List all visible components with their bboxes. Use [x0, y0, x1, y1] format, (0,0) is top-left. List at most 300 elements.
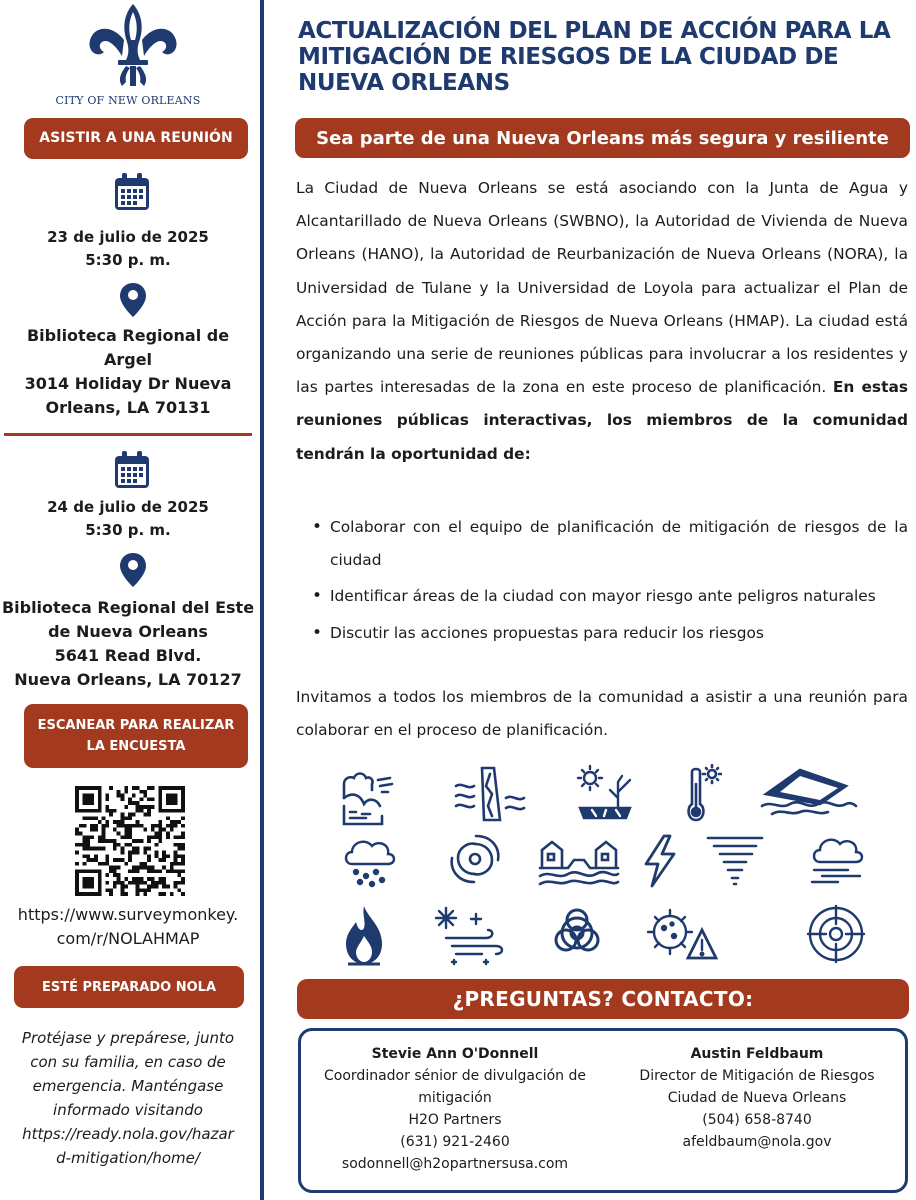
qr-module: [162, 850, 166, 854]
qr-module: [158, 809, 162, 813]
qr-module: [147, 813, 151, 817]
qr-module: [86, 885, 90, 889]
qr-module: [181, 794, 185, 798]
qr-module: [121, 820, 125, 824]
contact-role: Director de Mitigación de Riesgos: [639, 1068, 875, 1084]
qr-module: [139, 797, 143, 801]
qr-module: [121, 794, 125, 798]
qr-module: [166, 869, 170, 873]
qr-module: [79, 809, 83, 813]
qr-module: [143, 881, 147, 885]
qr-module: [139, 888, 143, 892]
qr-module: [105, 824, 109, 828]
location-pin-icon: [119, 282, 147, 318]
qr-module: [75, 843, 79, 847]
meeting-2-location: [0, 596, 256, 692]
contact-phone[interactable]: (631) 921-2460: [400, 1134, 510, 1150]
qr-module: [147, 888, 151, 892]
qr-module: [158, 839, 162, 843]
qr-module: [174, 858, 178, 862]
qr-module: [79, 824, 83, 828]
qr-module: [147, 877, 151, 881]
qr-module: [181, 847, 185, 851]
qr-module: [166, 854, 170, 858]
qr-module: [128, 835, 132, 839]
qr-module: [136, 839, 140, 843]
levee-failure-icon: [454, 764, 528, 822]
qr-module: [143, 794, 147, 798]
be-prepared-button[interactable]: ESTÉ PREPARADO NOLA: [14, 966, 244, 1008]
qr-module: [94, 858, 98, 862]
qr-module: [136, 847, 140, 851]
qr-module: [90, 877, 94, 881]
qr-module: [181, 801, 185, 805]
qr-module: [151, 824, 155, 828]
contact-name: Stevie Ann O'Donnell: [371, 1046, 539, 1062]
qr-module: [121, 850, 125, 854]
qr-module: [105, 794, 109, 798]
contact-org: H2O Partners: [408, 1112, 502, 1128]
qr-module: [170, 892, 174, 896]
qr-module: [109, 892, 113, 896]
subtitle-banner: Sea parte de una Nueva Orleans más segura y resiliente: [295, 118, 910, 158]
qr-module: [94, 786, 98, 790]
qr-module: [90, 809, 94, 813]
page-title: ACTUALIZACIÓN DEL PLAN DE ACCIÓN PARA LA MITIGACIÓN DE RIESGOS DE LA CIUDAD DE NUEVA ORLEANS: [298, 18, 891, 96]
qr-module: [113, 839, 117, 843]
qr-module: [170, 828, 174, 832]
lightning-icon: [640, 834, 680, 888]
qr-module: [151, 828, 155, 832]
target-icon: [806, 904, 866, 964]
qr-module: [128, 843, 132, 847]
qr-module: [98, 873, 102, 877]
qr-module: [143, 888, 147, 892]
contact-role: mitigación: [418, 1090, 492, 1106]
qr-module: [166, 832, 170, 836]
qr-module: [132, 794, 136, 798]
qr-module: [139, 881, 143, 885]
qr-module: [90, 892, 94, 896]
qr-module: [151, 885, 155, 889]
qr-module: [113, 828, 117, 832]
qr-module: [128, 801, 132, 805]
qr-module: [132, 850, 136, 854]
qr-module: [94, 847, 98, 851]
qr-module: [90, 858, 94, 862]
qr-module: [86, 843, 90, 847]
qr-module: [128, 850, 132, 854]
qr-module: [181, 835, 185, 839]
qr-module: [174, 794, 178, 798]
qr-module: [181, 816, 185, 820]
qr-module: [158, 881, 162, 885]
survey-url[interactable]: [0, 903, 256, 951]
qr-module: [83, 881, 87, 885]
qr-module: [143, 790, 147, 794]
qr-module: [181, 892, 185, 896]
qr-module: [151, 797, 155, 801]
qr-module: [83, 885, 87, 889]
qr-module: [147, 847, 151, 851]
qr-module: [132, 824, 136, 828]
qr-module: [124, 892, 128, 896]
qr-module: [166, 816, 170, 820]
survey-url-line: https://www.surveymonkey.: [17, 905, 239, 924]
qr-module: [147, 885, 151, 889]
contact-email[interactable]: sodonnell@h2opartnersusa.com: [341, 1156, 569, 1172]
qr-module: [128, 813, 132, 817]
qr-module: [181, 881, 185, 885]
qr-module: [105, 881, 109, 885]
qr-module: [121, 797, 125, 801]
list-item: • Colaborar con el equipo de planificación de mitigación de riesgos de la ciudad: [314, 511, 908, 577]
qr-module: [117, 832, 121, 836]
qr-module: [83, 816, 87, 820]
qr-module: [75, 869, 79, 873]
qr-module: [86, 858, 90, 862]
qr-module: [162, 866, 166, 870]
calendar-icon: [113, 172, 151, 212]
qr-module: [105, 809, 109, 813]
meeting-2-place-line: Biblioteca Regional del Este: [1, 598, 255, 617]
pandemic-icon: [646, 904, 718, 962]
qr-module: [90, 835, 94, 839]
qr-module: [128, 832, 132, 836]
qr-module: [124, 877, 128, 881]
qr-module: [102, 828, 106, 832]
prepared-text-line: https://ready.nola.gov/hazar: [22, 1125, 234, 1143]
qr-module: [94, 854, 98, 858]
qr-module: [121, 892, 125, 896]
qr-module: [158, 892, 162, 896]
logo-text: CITY OF NEW ORLEANS: [55, 94, 201, 107]
contact-org: Ciudad de Nueva Orleans: [667, 1090, 847, 1106]
qr-module: [132, 869, 136, 873]
prepared-text-line: Protéjase y prepárese, junto: [21, 1029, 235, 1047]
bullet-list: [314, 511, 908, 653]
qr-module: [174, 835, 178, 839]
qr-module: [102, 862, 106, 866]
contact-phone[interactable]: (504) 658-8740: [702, 1112, 812, 1128]
qr-module: [109, 786, 113, 790]
qr-module: [75, 786, 79, 790]
qr-module: [139, 866, 143, 870]
biohazard-icon: [548, 904, 606, 962]
qr-module: [90, 885, 94, 889]
qr-module: [170, 794, 174, 798]
qr-module: [155, 832, 159, 836]
qr-module: [174, 801, 178, 805]
qr-module: [124, 786, 128, 790]
qr-module: [113, 881, 117, 885]
qr-module: [147, 858, 151, 862]
meeting-1-place-line: 3014 Holiday Dr Nueva: [24, 374, 232, 393]
meeting-2-place-line: de Nueva Orleans: [48, 622, 208, 641]
qr-module: [124, 828, 128, 832]
calendar-icon: [113, 450, 151, 490]
prepared-text-line: emergencia. Manténgase: [32, 1077, 224, 1095]
qr-module: [155, 843, 159, 847]
qr-module: [147, 797, 151, 801]
qr-module: [158, 797, 162, 801]
qr-module: [181, 805, 185, 809]
qr-module: [105, 873, 109, 877]
high-wind-icon: [808, 832, 866, 888]
qr-module: [151, 835, 155, 839]
qr-module: [94, 869, 98, 873]
qr-module: [105, 797, 109, 801]
qr-module: [113, 869, 117, 873]
qr-module: [158, 805, 162, 809]
contact-card: [307, 1043, 603, 1175]
prepared-text-line: con su familia, en caso de: [30, 1053, 226, 1071]
qr-module: [75, 832, 79, 836]
qr-module: [83, 847, 87, 851]
qr-module: [181, 832, 185, 836]
qr-module: [86, 854, 90, 858]
qr-module: [83, 839, 87, 843]
qr-module: [75, 885, 79, 889]
qr-module: [181, 862, 185, 866]
qr-module: [155, 850, 159, 854]
qr-module: [174, 809, 178, 813]
qr-module: [174, 786, 178, 790]
qr-module: [86, 892, 90, 896]
qr-module: [139, 824, 143, 828]
qr-module: [139, 839, 143, 843]
qr-module: [83, 809, 87, 813]
qr-module: [75, 828, 79, 832]
qr-module: [136, 877, 140, 881]
qr-module: [166, 794, 170, 798]
qr-module: [143, 862, 147, 866]
qr-module: [75, 877, 79, 881]
questions-banner: ¿PREGUNTAS? CONTACTO:: [297, 979, 909, 1019]
qr-module: [86, 847, 90, 851]
meeting-2-place-line: 5641 Read Blvd.: [54, 646, 202, 665]
qr-module: [181, 824, 185, 828]
qr-module: [128, 828, 132, 832]
qr-module: [136, 801, 140, 805]
qr-module: [102, 835, 106, 839]
qr-module: [117, 794, 121, 798]
qr-module: [75, 888, 79, 892]
fleur-de-lis-logo-icon: [78, 0, 188, 90]
prepared-text-line: d-mitigation/home/: [56, 1149, 200, 1167]
meeting-2-datetime: [0, 496, 256, 542]
qr-module: [109, 839, 113, 843]
qr-module: [177, 873, 181, 877]
wildfire-icon: [338, 904, 390, 966]
qr-module: [166, 835, 170, 839]
meeting-1-place-line: Argel: [103, 350, 153, 369]
qr-module: [170, 869, 174, 873]
prepared-text-line: informado visitando: [53, 1101, 203, 1119]
meeting-1-time: 5:30 p. m.: [85, 251, 171, 269]
qr-module: [98, 794, 102, 798]
qr-module: [109, 813, 113, 817]
qr-module: [121, 881, 125, 885]
qr-module: [132, 801, 136, 805]
invite-paragraph: Invitamos a todos los miembros de la comunidad a asistir a una reunión para colaborar en el proceso de planificación.: [296, 688, 908, 740]
qr-module: [86, 881, 90, 885]
qr-module: [136, 850, 140, 854]
qr-module: [83, 843, 87, 847]
qr-module: [174, 843, 178, 847]
qr-module: [181, 869, 185, 873]
qr-module: [132, 839, 136, 843]
qr-module: [143, 813, 147, 817]
qr-module: [121, 835, 125, 839]
qr-module: [98, 869, 102, 873]
qr-module: [177, 835, 181, 839]
qr-module: [75, 873, 79, 877]
qr-module: [102, 824, 106, 828]
qr-module: [136, 809, 140, 813]
qr-module: [162, 892, 166, 896]
qr-module: [75, 881, 79, 885]
qr-code[interactable]: [75, 786, 185, 896]
qr-module: [124, 843, 128, 847]
qr-module: [177, 786, 181, 790]
qr-module: [94, 824, 98, 828]
meeting-2-place-line: Nueva Orleans, LA 70127: [14, 670, 242, 689]
qr-module: [105, 888, 109, 892]
qr-module: [155, 835, 159, 839]
qr-module: [75, 794, 79, 798]
qr-module: [86, 839, 90, 843]
qr-module: [177, 854, 181, 858]
qr-module: [117, 858, 121, 862]
qr-module: [158, 786, 162, 790]
qr-module: [94, 816, 98, 820]
qr-module: [147, 805, 151, 809]
tornado-icon: [706, 832, 764, 888]
qr-module: [155, 885, 159, 889]
qr-module: [124, 835, 128, 839]
qr-module: [121, 847, 125, 851]
qr-module: [113, 843, 117, 847]
qr-module: [90, 801, 94, 805]
qr-module: [105, 858, 109, 862]
qr-module: [124, 832, 128, 836]
qr-module: [90, 816, 94, 820]
qr-module: [136, 885, 140, 889]
qr-module: [170, 801, 174, 805]
qr-module: [98, 885, 102, 889]
qr-module: [83, 794, 87, 798]
qr-module: [155, 881, 159, 885]
qr-module: [83, 835, 87, 839]
qr-module: [83, 854, 87, 858]
qr-module: [117, 820, 121, 824]
qr-module: [83, 797, 87, 801]
qr-module: [139, 805, 143, 809]
qr-module: [158, 858, 162, 862]
meeting-1-place-line: Biblioteca Regional de: [26, 326, 230, 345]
qr-module: [181, 843, 185, 847]
qr-module: [98, 820, 102, 824]
qr-module: [121, 888, 125, 892]
qr-module: [143, 847, 147, 851]
qr-module: [102, 847, 106, 851]
qr-module: [162, 858, 166, 862]
qr-module: [90, 786, 94, 790]
qr-module: [147, 839, 151, 843]
contact-email[interactable]: afeldbaum@nola.gov: [682, 1134, 832, 1150]
qr-module: [86, 835, 90, 839]
qr-module: [113, 809, 117, 813]
qr-module: [121, 824, 125, 828]
qr-module: [102, 816, 106, 820]
qr-module: [139, 809, 143, 813]
qr-module: [181, 858, 185, 862]
qr-module: [166, 824, 170, 828]
qr-module: [143, 850, 147, 854]
qr-module: [136, 824, 140, 828]
qr-module: [177, 888, 181, 892]
qr-module: [113, 847, 117, 851]
qr-module: [124, 816, 128, 820]
qr-module: [105, 862, 109, 866]
intro-bold-text: En estas reuniones públicas interactivas, los miembros de la comunidad tendrán la oportunidad de:: [296, 378, 908, 463]
survey-button[interactable]: [24, 704, 248, 768]
extreme-heat-icon: [682, 764, 722, 824]
qr-module: [128, 816, 132, 820]
qr-module: [90, 847, 94, 851]
prepared-text: [0, 1026, 256, 1170]
qr-module: [98, 797, 102, 801]
qr-module: [128, 854, 132, 858]
attend-meeting-button[interactable]: ASISTIR A UNA REUNIÓN: [24, 118, 248, 159]
qr-module: [105, 854, 109, 858]
qr-module: [98, 881, 102, 885]
qr-module: [147, 866, 151, 870]
qr-module: [86, 801, 90, 805]
qr-module: [94, 809, 98, 813]
qr-module: [136, 869, 140, 873]
intro-paragraph: [296, 172, 908, 471]
qr-module: [75, 797, 79, 801]
qr-module: [151, 881, 155, 885]
qr-module: [109, 809, 113, 813]
qr-module: [162, 828, 166, 832]
qr-module: [83, 869, 87, 873]
qr-module: [139, 877, 143, 881]
qr-module: [124, 885, 128, 889]
qr-module: [136, 820, 140, 824]
qr-module: [79, 892, 83, 896]
qr-module: [117, 843, 121, 847]
qr-module: [98, 847, 102, 851]
qr-module: [98, 839, 102, 843]
qr-module: [136, 866, 140, 870]
list-item: • Discutir las acciones propuestas para reducir los riesgos: [314, 617, 908, 650]
qr-module: [79, 869, 83, 873]
qr-module: [75, 790, 79, 794]
qr-module: [147, 809, 151, 813]
sidebar-divider: [4, 433, 252, 436]
qr-module: [86, 797, 90, 801]
qr-module: [170, 824, 174, 828]
qr-module: [139, 862, 143, 866]
survey-url-line: com/r/NOLAHMAP: [56, 929, 200, 948]
qr-module: [121, 885, 125, 889]
qr-module: [113, 885, 117, 889]
meeting-1-place-line: Orleans, LA 70131: [45, 398, 211, 417]
qr-module: [128, 797, 132, 801]
